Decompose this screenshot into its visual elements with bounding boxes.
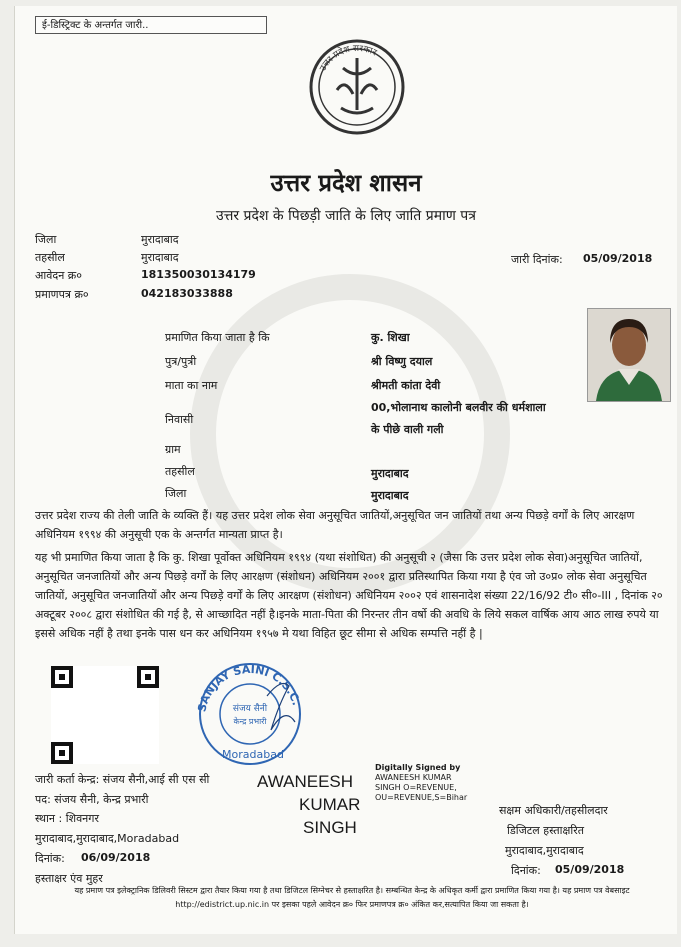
tehsil-label: तहसील [35,251,65,264]
qr-finder-bottom-left [51,742,73,764]
issuer-date-value: 06/09/2018 [81,851,151,864]
issuer-place: स्थान : शिवनगर [35,812,99,825]
parent-name: श्री विष्णु दयाल [371,355,433,368]
authority-date-label: दिनांक: [511,864,541,877]
svg-text:उत्तर प्रदेश सरकार [318,44,378,73]
village-label: ग्राम [165,443,181,456]
parent-label: पुत्र/पुत्री [165,355,197,368]
mother-label: माता का नाम [165,379,218,392]
digital-signer-name-line-2: KUMAR [299,795,361,814]
applicant-name: कु. शिखा [371,331,410,344]
center-seal-stamp [185,656,315,766]
residence-label: निवासी [165,413,194,426]
certificate-number-label: प्रमाणपत्र क्र० [35,288,89,301]
issuer-city: मुरादाबाद,मुरादाबाद,Moradabad [35,832,180,845]
caste-paragraph: उत्तर प्रदेश राज्य की तेली जाति के व्यक्ति हैं। यह उत्तर प्रदेश लोक सेवा अनुसूचित जातियों,अनुसूचित जन जातियों तथा अन्य पिछड़े वर्गों के लिए आरक्षण अधिनियम १९९४ की अनुसूची एक के अन्तर्गत मान्यता प्राप्त है। [35,509,635,541]
emblem-arc-text [307,38,407,136]
footer-note: यह प्रमाण पत्र इलेक्ट्रानिक डिलिवरी सिस्टम द्वारा तैयार किया गया है तथा डिजिटल सिग्नेचर से हस्ताक्षरित है। सम्बन्धित केन्द्र के अधिकृत कर्मी द्वारा प्रमाणित किया गया है। यह प्रमाण पत्र वेबसाइट http://edistrict.up.nic.in पर इसका पहले आवेदन क्र० फिर प्रमाणपत्र क्र० अंकित कर,सत्यापित किया जा सकता है। [74,886,630,909]
stamp-outer-text: SANJAY SAINI C.S.C. [195,662,303,713]
stamp-bottom-text: Moradabad [222,748,284,761]
stamp-inner-line-1: संजय सैनी [232,704,268,714]
digital-sign-detail-1: Digitally Signed by [375,763,461,772]
detail-tehsil-value: मुरादाबाद [371,467,409,480]
authority-date-value: 05/09/2018 [555,863,625,876]
certificate-number-value: 042183033888 [141,287,233,300]
detail-district-label: जिला [165,487,187,500]
stamp-inner-line-2: केन्द्र प्रभारी [233,717,267,726]
residence-line-1: 00,भोलानाथ कालोनी बलवीर की धर्मशाला [371,401,546,414]
certificate-page [14,6,677,934]
issue-date-value: 05/09/2018 [583,252,653,265]
residence-line-2: के पीछे वाली गली [371,423,444,436]
detail-district-value: मुरादाबाद [371,489,409,502]
tehsil-value: मुरादाबाद [141,251,179,264]
qr-finder-top-left [51,666,73,688]
certified-label: प्रमाणित किया जाता है कि [165,331,270,344]
page-title: उत्तर प्रदेश शासन [270,169,422,197]
authority-place: मुरादाबाद,मुरादाबाद [505,844,584,857]
watermark-emblem [190,274,510,594]
district-value: मुरादाबाद [141,233,179,246]
mother-name: श्रीमती कांता देवी [371,379,441,392]
applicant-photo [587,308,671,402]
top-note: ई-डिस्ट्रिक्ट के अन्तर्गत जारी.. [35,16,267,34]
district-label: जिला [35,233,57,246]
issue-date-label: जारी दिनांक: [511,253,563,266]
issuer-sign-label: हस्ताक्षर एंव मुहर [35,872,103,885]
detail-tehsil-label: तहसील [165,465,195,478]
certificate-subtitle: उत्तर प्रदेश के पिछड़ी जाति के लिए जाति प्रमाण पत्र [216,208,476,224]
digital-sign-detail-2: AWANEESH KUMAR [375,773,452,782]
creamy-layer-paragraph: यह भी प्रमाणित किया जाता है कि कु. शिखा पूर्वोक्त अधिनियम १९९४ (यथा संशोधित) की अनुसूची २ (जैसा कि उत्तर प्रदेश लोक सेवा)अनुसूचित जातियों, अनुसूचित जनजातियों और अन्य पिछड़े वर्गों के लिए आरक्षण (संशोधन) अधिनियम २००१ द्वारा प्रतिस्थापित किया गया है एंव जो उ०प्र० लोक सेवा अनुसूचित जातियों, अनुसूचित जनजातियों और अन्य पिछड़े वर्गों के लिए आरक्षण (संशोधन) अधिनियम २००२ एवं शासनादेश संख्या 22/16/92 टी० सी०-III , दिनांक २० अक्टूबर २००८ द्वारा संशोधित की गई है, से आच्छादित नहीं है।इनके माता-पिता की निरन्तर तीन वर्षो की अवधि के लिये सकल वार्षिक आय आठ लाख रुपये या इससे अधिक नहीं है तथा इनके पास धन कर अधिनियम १९५७ मे यथा विहित छूट सीमा से अधिक सम्पत्ति नहीं है | [35,551,663,640]
application-number-label: आवेदन क्र० [35,269,82,282]
issuer-post: पद: संजय सैनी, केन्द्र प्रभारी [35,793,149,806]
qr-code [51,666,159,764]
authority-sign: डिजिटल हस्ताक्षरित [507,824,584,837]
application-number-value: 181350030134179 [141,268,256,281]
digital-signer-name-line-3: SINGH [303,818,357,837]
qr-finder-top-right [137,666,159,688]
digital-sign-detail-4: OU=REVENUE,S=Bihar [375,793,468,802]
issuer-date-label: दिनांक: [35,852,65,865]
digital-signer-name-line-1: AWANEESH [257,772,354,791]
emblem-text: उत्तर प्रदेश सरकार [318,43,379,74]
authority-title: सक्षम अधिकारी/तहसीलदार [499,804,608,817]
digital-sign-detail-3: SINGH O=REVENUE, [375,783,457,792]
issuer-kendra: जारी कर्ता केन्द्र: संजय सैनी,आई सी एस सी [35,773,210,786]
